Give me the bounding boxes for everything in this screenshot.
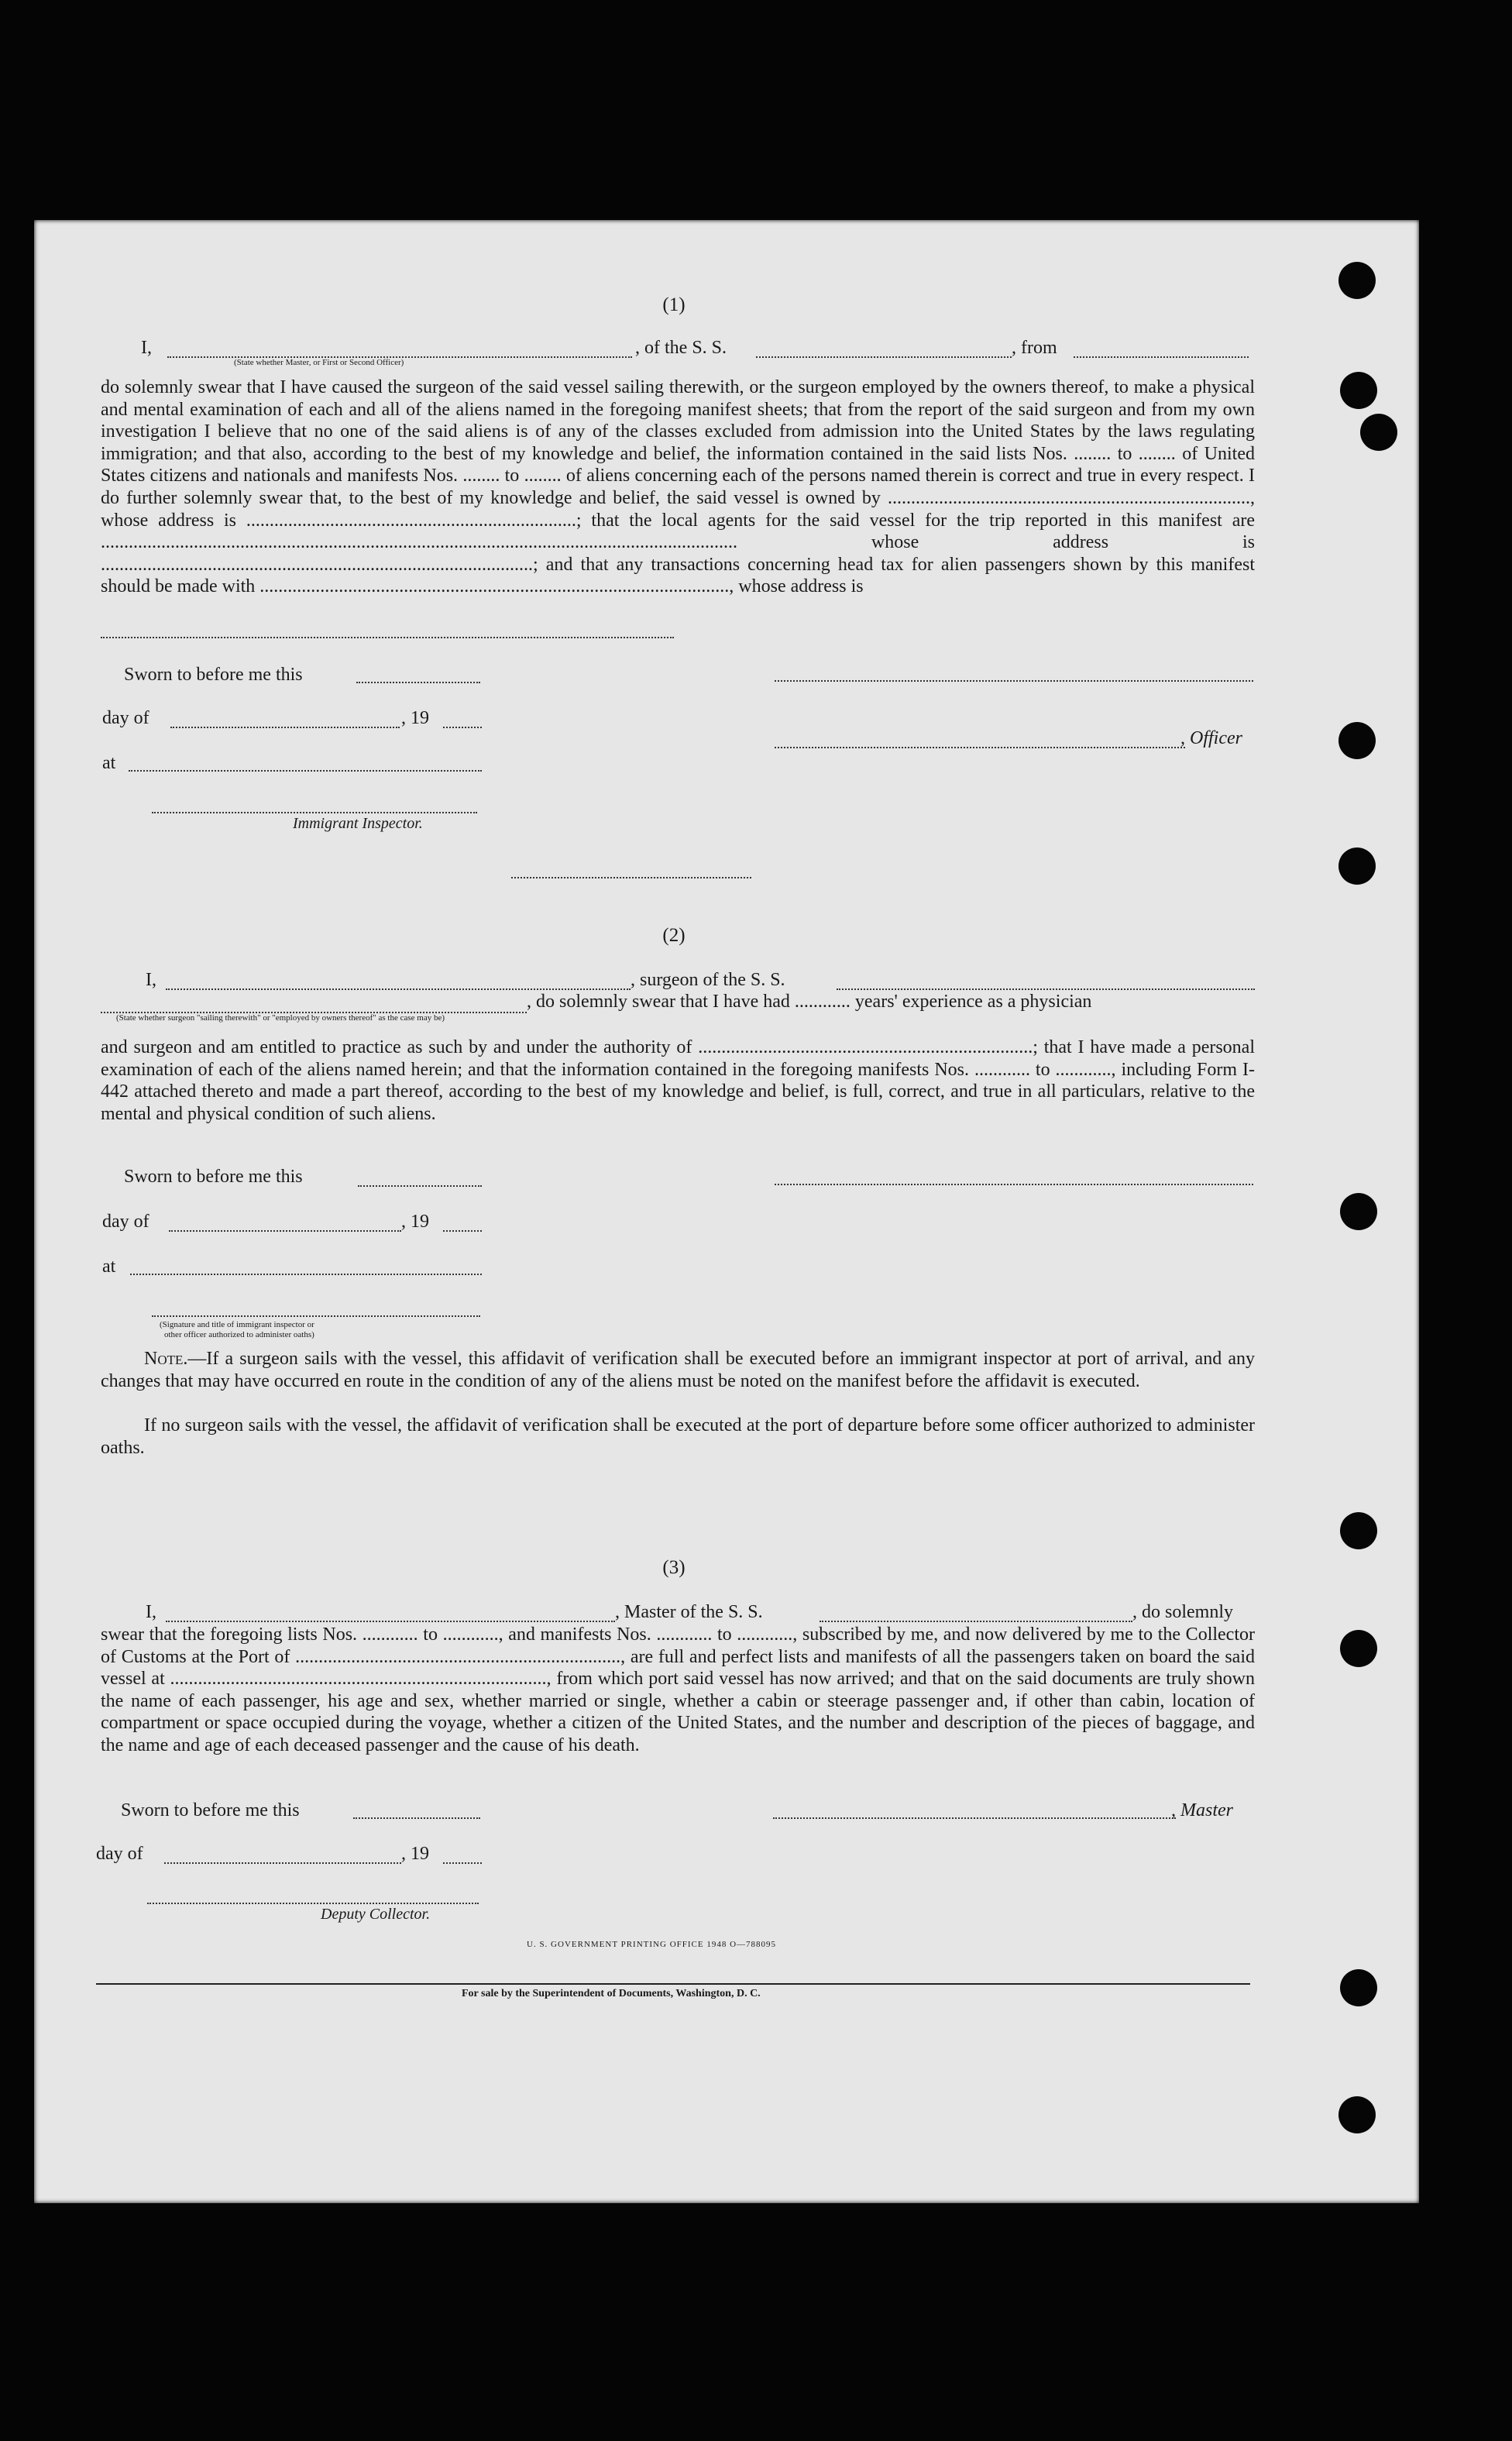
s2-at-label: at — [102, 1257, 116, 1277]
s2-at-field — [130, 1274, 482, 1275]
s1-day-of-label: day of — [102, 708, 149, 728]
s2-note-text: —If a surgeon sails with the vessel, this affidavit of verification shall be executed before an immigrant inspector at port of arrival, and any changes that may have occurred en route in the condition of any of the aliens must be noted on the manifest before the affidavit is executed. — [101, 1349, 1255, 1391]
punch-hole — [1340, 1512, 1377, 1549]
s3-collector-signature-field — [147, 1903, 479, 1904]
punch-hole — [1340, 1969, 1377, 2006]
s1-line1-i: I, — [141, 338, 152, 358]
s1-day-field — [170, 727, 400, 728]
s3-sworn-field — [353, 1817, 480, 1819]
punch-hole — [1360, 414, 1397, 451]
s1-officer-field — [775, 747, 1185, 748]
s1-affidavit-text: do solemnly swear that I have caused the surgeon of the said vessel sailing therewith, or the surgeon employed by the owners thereof, to make a physical and mental examination of each and all of the aliens named in the foregoing manifest sheets; that from the report of the said surgeon and from my own investigation I believe that no one of the said aliens is of any of the classes excluded from admission into the United States by the laws regulating immigration; and that also, according to the best of my knowledge and belief, the information contained in the said lists Nos. ........ to ........ of United States citizens and nationals and manifests Nos. ........ to ........ of aliens concerning each of the persons named therein is correct and true in every respect. I do further solemnly swear that, to the best of my knowledge and belief, the said vessel is owned by .............................................................................., whose address is .......................................................................; that the local agents for the said vessel for the trip reported in this manifest are ......................................................................................................................................... whose address is .............................................................................................; and that any transactions concerning head tax for alien passengers shown by this manifest should be made with ....................................................................................................., whose address is — [101, 377, 1255, 597]
s1-inspector-signature-field — [152, 812, 477, 813]
s1-at-field — [129, 770, 482, 772]
s2-sig-caption-1: (Signature and title of immigrant inspector or — [160, 1320, 314, 1329]
punch-hole — [1338, 2096, 1376, 2133]
s1-address-field — [101, 637, 674, 638]
s2-sworn-label: Sworn to before me this — [124, 1167, 303, 1187]
s2-year-field — [443, 1230, 482, 1232]
s3-day-field — [164, 1862, 401, 1864]
punch-hole — [1340, 1193, 1377, 1230]
s1-vessel-field — [756, 356, 1012, 358]
punch-hole — [1338, 262, 1376, 299]
s1-signature-field — [775, 680, 1253, 682]
s1-year-field — [443, 727, 482, 728]
s2-inspector-signature-field — [152, 1315, 480, 1317]
s1-at-label: at — [102, 753, 116, 773]
s1-year-label: , 19 — [401, 708, 429, 728]
s2-year-label: , 19 — [401, 1212, 429, 1232]
section-2-number: (2) — [662, 925, 686, 946]
s3-line1-master: , Master of the S. S. — [615, 1602, 763, 1622]
punch-hole — [1340, 1630, 1377, 1667]
s2-line1-i: I, — [146, 970, 156, 990]
s2-note — [101, 1348, 1255, 1392]
s2-day-field — [169, 1230, 401, 1232]
s3-master-label: , Master — [1171, 1800, 1233, 1820]
s3-day-of-label: day of — [96, 1844, 143, 1864]
footer-rule — [96, 1983, 1250, 1985]
s3-sworn-label: Sworn to before me this — [121, 1800, 300, 1820]
punch-hole — [1338, 722, 1376, 759]
s2-sig-caption-2: other officer authorized to administer oaths) — [164, 1330, 314, 1339]
s1-caption: (State whether Master, or First or Second Officer) — [234, 358, 404, 367]
printing-office-imprint: U. S. GOVERNMENT PRINTING OFFICE 1948 O—788095 — [527, 1940, 777, 1949]
punch-hole — [1340, 372, 1377, 409]
s2-note-label: Note. — [144, 1349, 188, 1369]
s3-year-label: , 19 — [401, 1844, 429, 1864]
s2-surgeon-name-field — [166, 988, 631, 990]
s3-master-name-field — [166, 1621, 615, 1622]
s3-line1-end: , do solemnly — [1132, 1602, 1233, 1622]
s1-officer-label: , Officer — [1180, 728, 1242, 748]
section-1-number: (1) — [662, 294, 686, 315]
s1-sworn-field — [356, 682, 480, 683]
s2-line2: , do solemnly swear that I have had ............ years' experience as a physician — [527, 992, 1092, 1012]
s2-vessel-field — [837, 988, 1255, 990]
s2-signature-field — [775, 1184, 1253, 1185]
s1-line1-ss: , of the S. S. — [635, 338, 727, 358]
s3-affidavit-text: swear that the foregoing lists Nos. ............ to ............, and manifests Nos. ............ to ............, subscribed by me, and now delivered by me to the Collector of Customs at the Port of ......................................................................, are full and perfect lists and manifests of all the passengers taken on board the said vessel at ................................................................................., from which port said vessel has now arrived; and that on the said documents are truly shown the name of each passenger, his age and sex, whether married or single, whether a cabin or steerage passenger and, if other than cabin, location of compartment or space occupied during the voyage, whether a citizen of the United States, and the number and description of the pieces of baggage, and the name and age of each deceased passenger and the cause of his death. — [101, 1624, 1255, 1755]
s3-deputy-collector-label: Deputy Collector. — [321, 1906, 431, 1923]
s3-master-signature-field — [773, 1817, 1176, 1819]
s2-caption: (State whether surgeon "sailing therewith" or "employed by owners thereof" as the case may be) — [116, 1013, 445, 1023]
s1-stray-marks — [511, 877, 751, 878]
punch-hole — [1338, 847, 1376, 885]
s2-line1-surgeon: , surgeon of the S. S. — [631, 970, 785, 990]
footer-sale-notice: For sale by the Superintendent of Documents, Washington, D. C. — [462, 1988, 761, 1999]
s1-line1-from: , from — [1012, 338, 1057, 358]
s2-sworn-field — [358, 1185, 482, 1187]
s3-year-field — [443, 1862, 482, 1864]
s2-affidavit-text: and surgeon and am entitled to practice as such by and under the authority of ........................................................................; that I have made a personal examination of each of the aliens named herein; and that the information contained in the foregoing manifests Nos. ............ to ............, including Form I-442 attached thereto and made a part thereof, according to the best of my knowledge and belief, is full, correct, and true in all particulars, relative to the mental and physical condition of such aliens. — [101, 1037, 1255, 1124]
s1-sworn-label: Sworn to before me this — [124, 665, 303, 685]
s1-from-field — [1074, 356, 1249, 358]
s3-line1-i: I, — [146, 1602, 156, 1622]
section-3-number: (3) — [662, 1557, 686, 1578]
s1-inspector-label: Immigrant Inspector. — [293, 815, 423, 832]
s2-note-2: If no surgeon sails with the vessel, the affidavit of verification shall be executed at the port of departure before some officer authorized to administer oaths. — [101, 1415, 1255, 1458]
s3-vessel-field — [820, 1621, 1132, 1622]
s2-day-of-label: day of — [102, 1212, 149, 1232]
